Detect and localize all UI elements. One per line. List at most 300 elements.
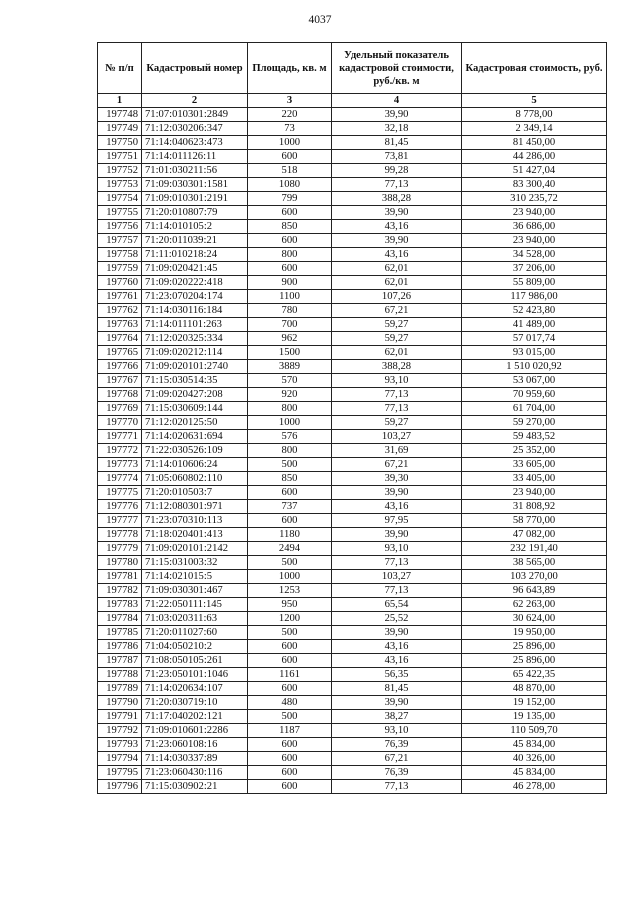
unit-value-cell: 77,13 xyxy=(332,402,462,416)
row-number-cell: 197752 xyxy=(98,164,142,178)
table-row xyxy=(98,136,607,150)
unit-value-cell: 62,01 xyxy=(332,346,462,360)
area-cell: 600 xyxy=(248,682,332,696)
cadastral-value-cell: 81 450,00 xyxy=(462,136,607,150)
cadastral-value-cell: 19 135,00 xyxy=(462,710,607,724)
unit-value-cell: 77,13 xyxy=(332,780,462,794)
cadastral-number-cell: 71:14:030337:89 xyxy=(142,752,248,766)
unit-value-cell: 38,27 xyxy=(332,710,462,724)
row-number-cell: 197792 xyxy=(98,724,142,738)
area-cell: 220 xyxy=(248,108,332,122)
row-number-cell: 197784 xyxy=(98,612,142,626)
area-cell: 500 xyxy=(248,556,332,570)
area-cell: 799 xyxy=(248,192,332,206)
unit-value-cell: 77,13 xyxy=(332,388,462,402)
table-row xyxy=(98,640,607,654)
unit-value-cell: 76,39 xyxy=(332,738,462,752)
unit-value-cell: 56,35 xyxy=(332,668,462,682)
area-cell: 800 xyxy=(248,402,332,416)
cadastral-number-cell: 71:23:050101:1046 xyxy=(142,668,248,682)
cadastral-value-cell: 51 427,04 xyxy=(462,164,607,178)
table-row xyxy=(98,388,607,402)
cadastral-number-cell: 71:01:030211:56 xyxy=(142,164,248,178)
unit-value-cell: 32,18 xyxy=(332,122,462,136)
row-number-cell: 197783 xyxy=(98,598,142,612)
cadastral-number-cell: 71:14:010105:2 xyxy=(142,220,248,234)
row-number-cell: 197787 xyxy=(98,654,142,668)
unit-value-cell: 81,45 xyxy=(332,136,462,150)
header-cadastral-number: Кадастровый номер xyxy=(142,43,248,94)
cadastral-number-cell: 71:20:010503:7 xyxy=(142,486,248,500)
unit-value-cell: 43,16 xyxy=(332,220,462,234)
row-number-cell: 197778 xyxy=(98,528,142,542)
table-row xyxy=(98,654,607,668)
header-area: Площадь, кв. м xyxy=(248,43,332,94)
unit-value-cell: 77,13 xyxy=(332,178,462,192)
cadastral-number-cell: 71:23:060108:16 xyxy=(142,738,248,752)
row-number-cell: 197753 xyxy=(98,178,142,192)
cadastral-value-cell: 25 896,00 xyxy=(462,654,607,668)
unit-value-cell: 67,21 xyxy=(332,458,462,472)
table-row xyxy=(98,458,607,472)
unit-value-cell: 43,16 xyxy=(332,640,462,654)
row-number-cell: 197768 xyxy=(98,388,142,402)
area-cell: 962 xyxy=(248,332,332,346)
area-cell: 800 xyxy=(248,444,332,458)
cadastral-value-cell: 93 015,00 xyxy=(462,346,607,360)
area-cell: 600 xyxy=(248,654,332,668)
table-row xyxy=(98,220,607,234)
cadastral-number-cell: 71:22:050111:145 xyxy=(142,598,248,612)
area-cell: 480 xyxy=(248,696,332,710)
page-number: 4037 xyxy=(308,14,332,26)
table-row xyxy=(98,696,607,710)
area-cell: 600 xyxy=(248,206,332,220)
area-cell: 950 xyxy=(248,598,332,612)
area-cell: 1161 xyxy=(248,668,332,682)
unit-value-cell: 39,90 xyxy=(332,206,462,220)
table-row xyxy=(98,206,607,220)
area-cell: 600 xyxy=(248,780,332,794)
row-number-cell: 197749 xyxy=(98,122,142,136)
row-number-cell: 197748 xyxy=(98,108,142,122)
unit-value-cell: 25,52 xyxy=(332,612,462,626)
table-row xyxy=(98,542,607,556)
row-number-cell: 197796 xyxy=(98,780,142,794)
table-row xyxy=(98,570,607,584)
row-number-cell: 197791 xyxy=(98,710,142,724)
cadastral-value-cell: 46 278,00 xyxy=(462,780,607,794)
unit-value-cell: 39,90 xyxy=(332,486,462,500)
row-number-cell: 197759 xyxy=(98,262,142,276)
cadastral-number-cell: 71:12:020125:50 xyxy=(142,416,248,430)
cadastral-value-cell: 8 778,00 xyxy=(462,108,607,122)
cadastral-number-cell: 71:05:060802:110 xyxy=(142,472,248,486)
area-cell: 3889 xyxy=(248,360,332,374)
cadastral-value-cell: 310 235,72 xyxy=(462,192,607,206)
table-row xyxy=(98,346,607,360)
cadastral-number-cell: 71:22:030526:109 xyxy=(142,444,248,458)
row-number-cell: 197764 xyxy=(98,332,142,346)
cadastral-value-cell: 47 082,00 xyxy=(462,528,607,542)
cadastral-number-cell: 71:09:020421:45 xyxy=(142,262,248,276)
cadastral-value-cell: 65 422,35 xyxy=(462,668,607,682)
area-cell: 576 xyxy=(248,430,332,444)
area-cell: 600 xyxy=(248,514,332,528)
unit-value-cell: 77,13 xyxy=(332,556,462,570)
area-cell: 1080 xyxy=(248,178,332,192)
row-number-cell: 197781 xyxy=(98,570,142,584)
row-number-cell: 197771 xyxy=(98,430,142,444)
unit-value-cell: 43,16 xyxy=(332,500,462,514)
area-cell: 1000 xyxy=(248,136,332,150)
table-row xyxy=(98,500,607,514)
cadastral-value-cell: 30 624,00 xyxy=(462,612,607,626)
table-body xyxy=(98,108,607,794)
row-number-cell: 197774 xyxy=(98,472,142,486)
area-cell: 1000 xyxy=(248,570,332,584)
cadastral-number-cell: 71:14:010606:24 xyxy=(142,458,248,472)
unit-value-cell: 65,54 xyxy=(332,598,462,612)
area-cell: 600 xyxy=(248,640,332,654)
cadastral-number-cell: 71:20:030719:10 xyxy=(142,696,248,710)
area-cell: 1500 xyxy=(248,346,332,360)
cadastral-number-cell: 71:14:020631:694 xyxy=(142,430,248,444)
area-cell: 500 xyxy=(248,458,332,472)
unit-value-cell: 99,28 xyxy=(332,164,462,178)
unit-value-cell: 39,90 xyxy=(332,626,462,640)
cadastral-number-cell: 71:14:020634:107 xyxy=(142,682,248,696)
unit-value-cell: 97,95 xyxy=(332,514,462,528)
unit-value-cell: 62,01 xyxy=(332,276,462,290)
row-number-cell: 197758 xyxy=(98,248,142,262)
cadastral-value-cell: 23 940,00 xyxy=(462,486,607,500)
row-number-cell: 197795 xyxy=(98,766,142,780)
unit-value-cell: 39,90 xyxy=(332,108,462,122)
cadastral-value-cell: 36 686,00 xyxy=(462,220,607,234)
cadastral-value-cell: 25 896,00 xyxy=(462,640,607,654)
unit-value-cell: 388,28 xyxy=(332,192,462,206)
cadastral-value-cell: 38 565,00 xyxy=(462,556,607,570)
row-number-cell: 197775 xyxy=(98,486,142,500)
unit-value-cell: 62,01 xyxy=(332,262,462,276)
table-row xyxy=(98,514,607,528)
cadastral-number-cell: 71:09:020101:2142 xyxy=(142,542,248,556)
row-number-cell: 197794 xyxy=(98,752,142,766)
table-row xyxy=(98,122,607,136)
cadastral-number-cell: 71:09:030301:467 xyxy=(142,584,248,598)
column-index: 3 xyxy=(248,94,332,108)
cadastral-value-cell: 232 191,40 xyxy=(462,542,607,556)
row-number-cell: 197785 xyxy=(98,626,142,640)
table-row xyxy=(98,752,607,766)
table-row xyxy=(98,444,607,458)
cadastral-value-table xyxy=(97,42,607,794)
area-cell: 1200 xyxy=(248,612,332,626)
cadastral-value-cell: 40 326,00 xyxy=(462,752,607,766)
area-cell: 1187 xyxy=(248,724,332,738)
cadastral-number-cell: 71:12:030206:347 xyxy=(142,122,248,136)
area-cell: 600 xyxy=(248,766,332,780)
cadastral-number-cell: 71:20:011027:60 xyxy=(142,626,248,640)
row-number-cell: 197776 xyxy=(98,500,142,514)
row-number-cell: 197767 xyxy=(98,374,142,388)
cadastral-number-cell: 71:15:030609:144 xyxy=(142,402,248,416)
unit-value-cell: 103,27 xyxy=(332,430,462,444)
row-number-cell: 197757 xyxy=(98,234,142,248)
area-cell: 850 xyxy=(248,220,332,234)
header-cadastral-value: Кадастровая стоимость, руб. xyxy=(462,43,607,94)
cadastral-value-cell: 41 489,00 xyxy=(462,318,607,332)
area-cell: 500 xyxy=(248,626,332,640)
unit-value-cell: 93,10 xyxy=(332,724,462,738)
cadastral-value-cell: 2 349,14 xyxy=(462,122,607,136)
cadastral-value-cell: 52 423,80 xyxy=(462,304,607,318)
cadastral-value-cell: 19 152,00 xyxy=(462,696,607,710)
cadastral-value-cell: 83 300,40 xyxy=(462,178,607,192)
row-number-cell: 197780 xyxy=(98,556,142,570)
cadastral-value-cell: 62 263,00 xyxy=(462,598,607,612)
cadastral-number-cell: 71:15:031003:32 xyxy=(142,556,248,570)
cadastral-number-cell: 71:12:020325:334 xyxy=(142,332,248,346)
cadastral-value-cell: 53 067,00 xyxy=(462,374,607,388)
row-number-cell: 197779 xyxy=(98,542,142,556)
area-cell: 600 xyxy=(248,752,332,766)
area-cell: 900 xyxy=(248,276,332,290)
cadastral-number-cell: 71:14:021015:5 xyxy=(142,570,248,584)
cadastral-number-cell: 71:20:011039:21 xyxy=(142,234,248,248)
area-cell: 600 xyxy=(248,234,332,248)
header-row-number: № п/п xyxy=(98,43,142,94)
unit-value-cell: 59,27 xyxy=(332,416,462,430)
cadastral-number-cell: 71:09:020222:418 xyxy=(142,276,248,290)
area-cell: 600 xyxy=(248,738,332,752)
area-cell: 920 xyxy=(248,388,332,402)
area-cell: 518 xyxy=(248,164,332,178)
row-number-cell: 197762 xyxy=(98,304,142,318)
unit-value-cell: 73,81 xyxy=(332,150,462,164)
cadastral-value-cell: 44 286,00 xyxy=(462,150,607,164)
table-row xyxy=(98,192,607,206)
table-row xyxy=(98,738,607,752)
cadastral-number-cell: 71:04:050210:2 xyxy=(142,640,248,654)
cadastral-number-cell: 71:14:030116:184 xyxy=(142,304,248,318)
table-row xyxy=(98,248,607,262)
table-row xyxy=(98,556,607,570)
cadastral-number-cell: 71:14:011126:11 xyxy=(142,150,248,164)
table-row xyxy=(98,290,607,304)
table-row xyxy=(98,766,607,780)
row-number-cell: 197750 xyxy=(98,136,142,150)
row-number-cell: 197773 xyxy=(98,458,142,472)
area-cell: 600 xyxy=(248,486,332,500)
row-number-cell: 197765 xyxy=(98,346,142,360)
cadastral-number-cell: 71:09:020427:208 xyxy=(142,388,248,402)
column-index: 2 xyxy=(142,94,248,108)
table-row xyxy=(98,584,607,598)
column-index-row xyxy=(98,94,607,108)
table-row xyxy=(98,318,607,332)
cadastral-value-cell: 57 017,74 xyxy=(462,332,607,346)
unit-value-cell: 43,16 xyxy=(332,654,462,668)
row-number-cell: 197755 xyxy=(98,206,142,220)
area-cell: 570 xyxy=(248,374,332,388)
row-number-cell: 197769 xyxy=(98,402,142,416)
area-cell: 1100 xyxy=(248,290,332,304)
unit-value-cell: 103,27 xyxy=(332,570,462,584)
unit-value-cell: 43,16 xyxy=(332,248,462,262)
cadastral-value-cell: 110 509,70 xyxy=(462,724,607,738)
row-number-cell: 197761 xyxy=(98,290,142,304)
table-row xyxy=(98,528,607,542)
cadastral-value-cell: 31 808,92 xyxy=(462,500,607,514)
row-number-cell: 197763 xyxy=(98,318,142,332)
column-index: 4 xyxy=(332,94,462,108)
table-row xyxy=(98,598,607,612)
cadastral-value-cell: 117 986,00 xyxy=(462,290,607,304)
table-row xyxy=(98,402,607,416)
row-number-cell: 197788 xyxy=(98,668,142,682)
cadastral-value-cell: 55 809,00 xyxy=(462,276,607,290)
unit-value-cell: 388,28 xyxy=(332,360,462,374)
area-cell: 1180 xyxy=(248,528,332,542)
cadastral-number-cell: 71:15:030514:35 xyxy=(142,374,248,388)
cadastral-number-cell: 71:07:010301:2849 xyxy=(142,108,248,122)
table-header xyxy=(98,43,607,108)
table-row xyxy=(98,164,607,178)
area-cell: 2494 xyxy=(248,542,332,556)
table-row xyxy=(98,668,607,682)
cadastral-number-cell: 71:09:030301:1581 xyxy=(142,178,248,192)
cadastral-number-cell: 71:23:070204:174 xyxy=(142,290,248,304)
table-row xyxy=(98,276,607,290)
table-row xyxy=(98,150,607,164)
row-number-cell: 197789 xyxy=(98,682,142,696)
cadastral-value-cell: 96 643,89 xyxy=(462,584,607,598)
unit-value-cell: 107,26 xyxy=(332,290,462,304)
area-cell: 1253 xyxy=(248,584,332,598)
cadastral-number-cell: 71:23:070310:113 xyxy=(142,514,248,528)
unit-value-cell: 81,45 xyxy=(332,682,462,696)
cadastral-number-cell: 71:14:040623:473 xyxy=(142,136,248,150)
table-row xyxy=(98,626,607,640)
row-number-cell: 197760 xyxy=(98,276,142,290)
area-cell: 600 xyxy=(248,262,332,276)
row-number-cell: 197751 xyxy=(98,150,142,164)
cadastral-value-cell: 59 483,52 xyxy=(462,430,607,444)
unit-value-cell: 31,69 xyxy=(332,444,462,458)
table-row xyxy=(98,374,607,388)
table-row xyxy=(98,332,607,346)
cadastral-value-cell: 61 704,00 xyxy=(462,402,607,416)
table-row xyxy=(98,486,607,500)
table-row xyxy=(98,416,607,430)
cadastral-number-cell: 71:08:050105:261 xyxy=(142,654,248,668)
cadastral-value-cell: 37 206,00 xyxy=(462,262,607,276)
unit-value-cell: 67,21 xyxy=(332,752,462,766)
table-row xyxy=(98,612,607,626)
unit-value-cell: 39,90 xyxy=(332,234,462,248)
cadastral-value-cell: 59 270,00 xyxy=(462,416,607,430)
cadastral-number-cell: 71:11:010218:24 xyxy=(142,248,248,262)
cadastral-number-cell: 71:17:040202:121 xyxy=(142,710,248,724)
row-number-cell: 197786 xyxy=(98,640,142,654)
table-row xyxy=(98,262,607,276)
table-row xyxy=(98,234,607,248)
unit-value-cell: 76,39 xyxy=(332,766,462,780)
table-row xyxy=(98,724,607,738)
area-cell: 700 xyxy=(248,318,332,332)
header-unit-value: Удельный показатель кадастровой стоимости, руб./кв. м xyxy=(332,43,462,94)
row-number-cell: 197770 xyxy=(98,416,142,430)
cadastral-number-cell: 71:12:080301:971 xyxy=(142,500,248,514)
table-row xyxy=(98,710,607,724)
unit-value-cell: 39,30 xyxy=(332,472,462,486)
column-index: 1 xyxy=(98,94,142,108)
column-index: 5 xyxy=(462,94,607,108)
unit-value-cell: 59,27 xyxy=(332,318,462,332)
cadastral-value-cell: 23 940,00 xyxy=(462,206,607,220)
row-number-cell: 197790 xyxy=(98,696,142,710)
unit-value-cell: 39,90 xyxy=(332,528,462,542)
area-cell: 800 xyxy=(248,248,332,262)
area-cell: 780 xyxy=(248,304,332,318)
cadastral-value-cell: 34 528,00 xyxy=(462,248,607,262)
header-row xyxy=(98,43,607,94)
row-number-cell: 197772 xyxy=(98,444,142,458)
table-row xyxy=(98,108,607,122)
cadastral-value-cell: 103 270,00 xyxy=(462,570,607,584)
cadastral-value-cell: 48 870,00 xyxy=(462,682,607,696)
cadastral-number-cell: 71:20:010807:79 xyxy=(142,206,248,220)
cadastral-number-cell: 71:15:030902:21 xyxy=(142,780,248,794)
area-cell: 500 xyxy=(248,710,332,724)
cadastral-number-cell: 71:18:020401:413 xyxy=(142,528,248,542)
cadastral-number-cell: 71:09:010601:2286 xyxy=(142,724,248,738)
table-row xyxy=(98,472,607,486)
cadastral-number-cell: 71:09:010301:2191 xyxy=(142,192,248,206)
cadastral-value-cell: 70 959,60 xyxy=(462,388,607,402)
cadastral-number-cell: 71:09:020101:2740 xyxy=(142,360,248,374)
table-row xyxy=(98,682,607,696)
table-row xyxy=(98,430,607,444)
row-number-cell: 197777 xyxy=(98,514,142,528)
row-number-cell: 197766 xyxy=(98,360,142,374)
cadastral-number-cell: 71:23:060430:116 xyxy=(142,766,248,780)
row-number-cell: 197793 xyxy=(98,738,142,752)
unit-value-cell: 93,10 xyxy=(332,542,462,556)
cadastral-value-cell: 1 510 020,92 xyxy=(462,360,607,374)
cadastral-value-cell: 23 940,00 xyxy=(462,234,607,248)
cadastral-number-cell: 71:14:011101:263 xyxy=(142,318,248,332)
table-row xyxy=(98,178,607,192)
cadastral-value-cell: 45 834,00 xyxy=(462,766,607,780)
table-row xyxy=(98,304,607,318)
unit-value-cell: 77,13 xyxy=(332,584,462,598)
cadastral-value-cell: 45 834,00 xyxy=(462,738,607,752)
area-cell: 600 xyxy=(248,150,332,164)
cadastral-value-cell: 33 605,00 xyxy=(462,458,607,472)
area-cell: 1000 xyxy=(248,416,332,430)
row-number-cell: 197782 xyxy=(98,584,142,598)
area-cell: 737 xyxy=(248,500,332,514)
area-cell: 850 xyxy=(248,472,332,486)
cadastral-value-cell: 25 352,00 xyxy=(462,444,607,458)
unit-value-cell: 59,27 xyxy=(332,332,462,346)
cadastral-value-cell: 19 950,00 xyxy=(462,626,607,640)
row-number-cell: 197756 xyxy=(98,220,142,234)
unit-value-cell: 39,90 xyxy=(332,696,462,710)
